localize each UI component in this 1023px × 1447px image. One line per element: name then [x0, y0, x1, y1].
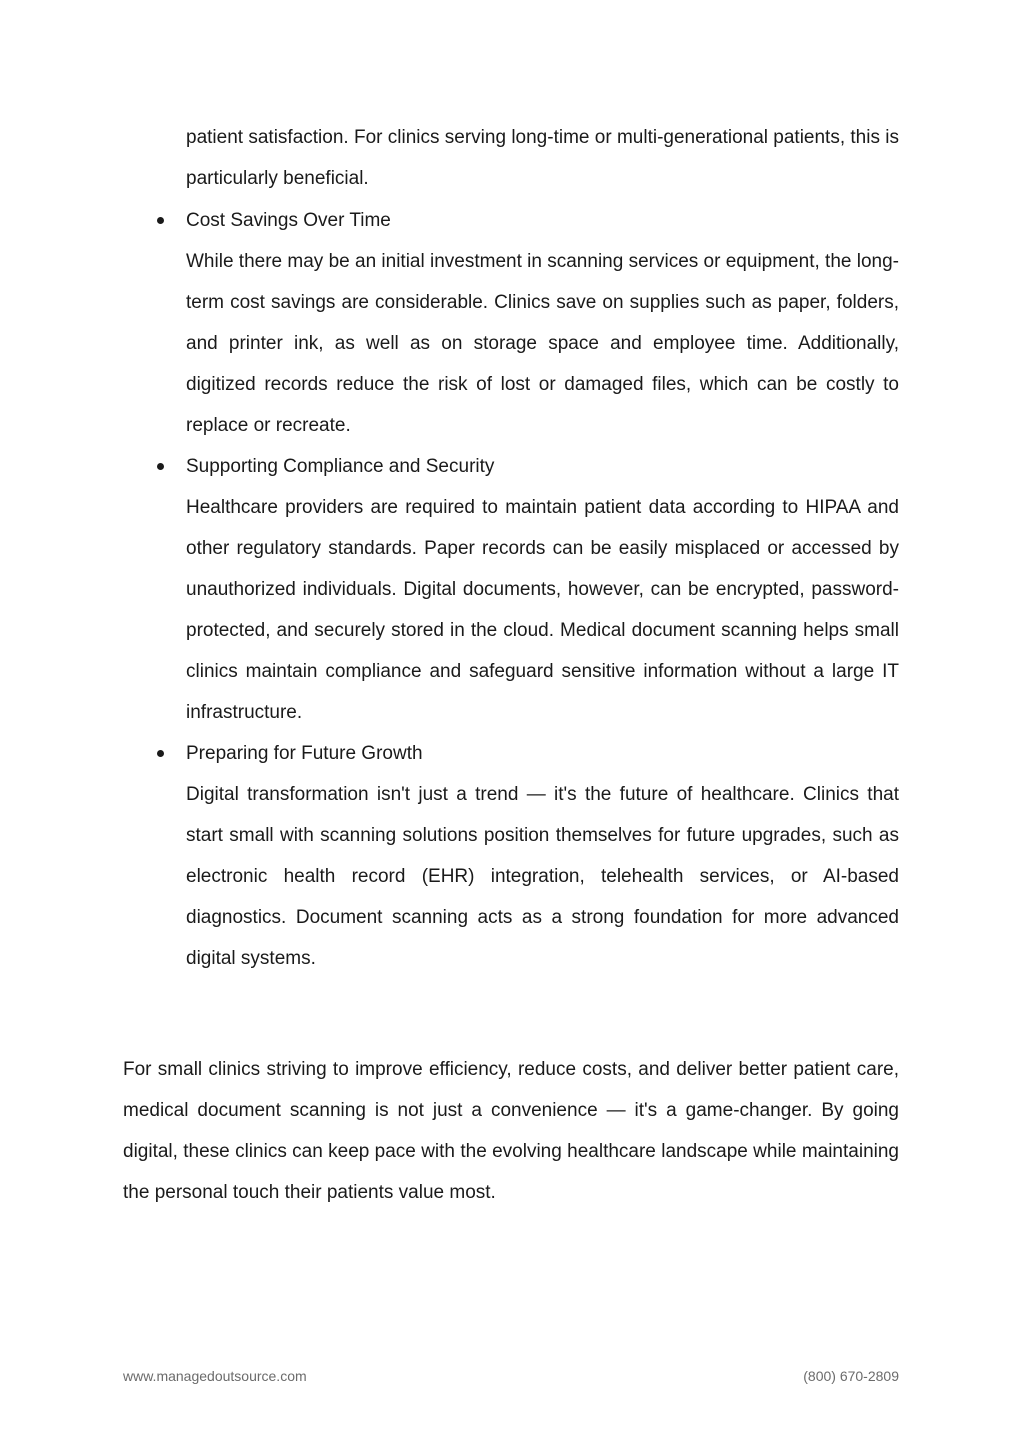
page-footer: [123, 1364, 899, 1388]
footer-website-link[interactable]: www.managedoutsource.com: [123, 1368, 307, 1384]
bullet-heading: Supporting Compliance and Security: [186, 456, 495, 477]
continuation-paragraph: patient satisfaction. For clinics serving long-time or multi-generational patients, this is particularly beneficial.: [186, 127, 899, 189]
bullet-body: While there may be an initial investment in scanning services or equipment, the long-term cost savings are considerable. Clinics save on supplies such as paper, folders, and printer ink, as well as on storage space and employee time. Additionally, digitized records reduce the risk of lost or damaged files, which can be costly to replace or recreate.: [186, 251, 899, 436]
bullet-heading: Cost Savings Over Time: [186, 210, 391, 231]
bullet-heading: Preparing for Future Growth: [186, 743, 423, 764]
bullet-icon: [157, 750, 164, 757]
list-item-compliance-security: [123, 446, 899, 733]
bullet-icon: [157, 463, 164, 470]
footer-phone-number: (800) 670-2809: [803, 1368, 899, 1384]
bullet-icon: [157, 217, 164, 224]
bullet-body: Healthcare providers are required to maintain patient data according to HIPAA and other regulatory standards. Paper records can be easily misplaced or accessed by unauthorized individuals. Digital documents, however, can be encrypted, password-protected, and securely stored in the cloud. Medical document scanning helps small clinics maintain compliance and safeguard sensitive information without a large IT infrastructure.: [186, 497, 899, 723]
conclusion-paragraph: For small clinics striving to improve efficiency, reduce costs, and deliver better patient care, medical document scanning is not just a convenience — it's a game-changer. By going digital, these clinics can keep pace with the evolving healthcare landscape while maintaining the personal touch their patients value most.: [123, 1059, 899, 1203]
bullet-body: Digital transformation isn't just a trend — it's the future of healthcare. Clinics that start small with scanning solutions position themselves for future upgrades, such as electronic health record (EHR) integration, telehealth services, or AI-based diagnostics. Document scanning acts as a strong foundation for more advanced digital systems.: [186, 784, 899, 969]
list-item-cost-savings: [123, 200, 899, 446]
list-item-future-growth: [123, 733, 899, 979]
benefits-list: [123, 200, 899, 979]
